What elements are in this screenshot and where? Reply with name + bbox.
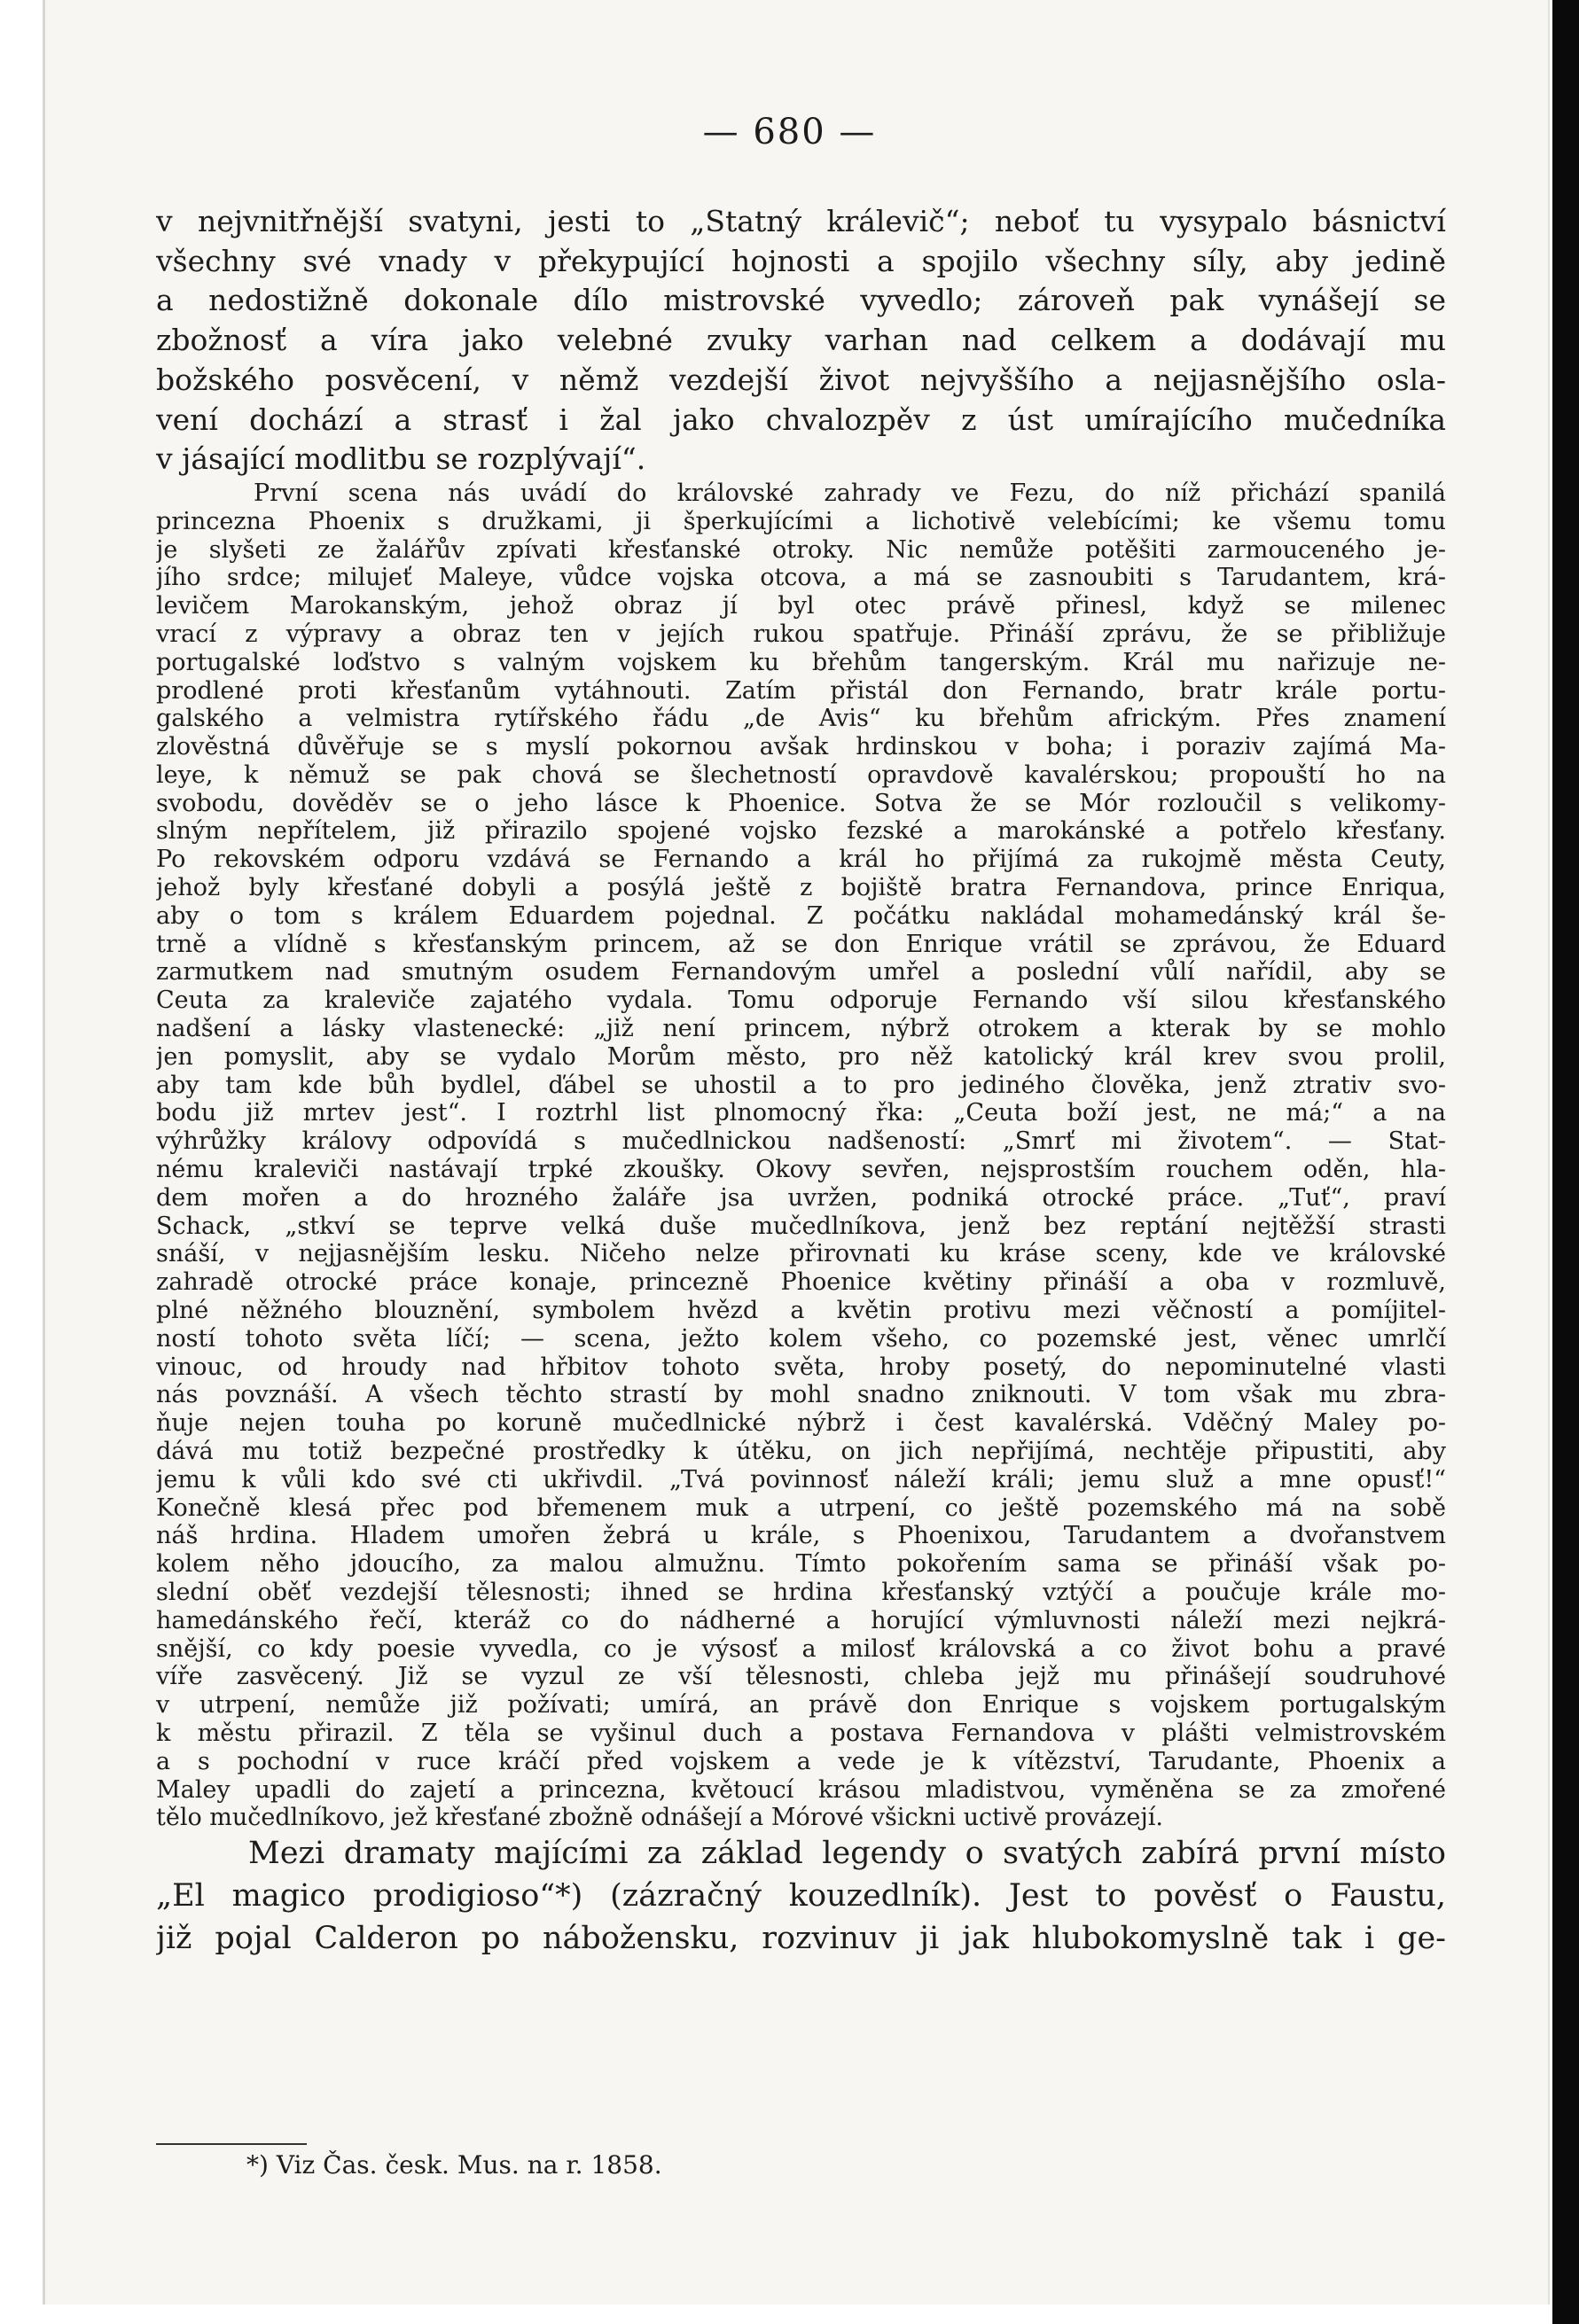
text-line: portugalské loďstvo s valným vojskem ku břehům tangerským. Král mu nařizuje ne- — [156, 648, 1446, 676]
paragraph-plot-summary — [156, 480, 1446, 1832]
text-line: aby o tom s králem Eduardem pojednal. Z počátku nakládal mohamedánský král še- — [156, 901, 1446, 930]
text-line: zahradě otrocké práce konaje, princezně Phoenice květiny přináší a oba v rozmluvě, — [156, 1268, 1446, 1297]
text-line: náš hrdina. Hladem umořen žebrá u krále, s Phoenixou, Tarudantem a dvořanstvem — [156, 1522, 1446, 1550]
text-line: víře zasvěcený. Již se vyzul ze vší tělesnosti, chleba jejž mu přinášejí soudruhové — [156, 1663, 1446, 1691]
text-line: Maley upadli do zajetí a princezna, květoucí krásou mladistvou, vyměněna se za zmořené — [156, 1775, 1446, 1804]
text-line: trně a vlídně s křesťanským princem, až se don Enrique vrátil se zprávou, že Eduard — [156, 930, 1446, 958]
paragraph-intro — [156, 202, 1446, 480]
footnote-rule — [156, 2143, 307, 2145]
text-line: princezna Phoenix s družkami, ji šperkujícími a lichotivě velebícími; ke všemu tomu — [156, 507, 1446, 535]
text-line: Ceuta za kraleviče zajatého vydala. Tomu odporuje Fernando vší silou křesťanského — [156, 987, 1446, 1015]
text-line: Schack, „stkví se teprve velká duše mučedlníkova, jenž bez reptání nejtěžší strasti — [156, 1212, 1446, 1240]
text-line: výhrůžky královy odpovídá s mučedlnickou nadšeností: „Smrť mi životem“. — Stat- — [156, 1127, 1446, 1156]
text-line: nadšení a lásky vlastenecké: „již není princem, nýbrž otrokem a kterak by se mohlo — [156, 1015, 1446, 1043]
text-line: První scena nás uvádí do královské zahrady ve Fezu, do níž přichází spanilá — [254, 479, 1446, 507]
text-line: tělo mučedlníkovo, jež křesťané zbožně odnášejí a Mórové všickni uctivě provázejí. — [156, 1804, 1163, 1832]
text-line: jemu k vůli kdo své cti ukřivdil. „Tvá povinnosť náleží králi; jemu služ a mne opusť!“ — [156, 1465, 1446, 1493]
text-line: již pojal Calderon po nábožensku, rozvinuv ji jak hlubokomyslně tak i ge- — [156, 1921, 1446, 1957]
text-line: kolem něho jdoucího, za malou almužnu. Tímto pokořením sama se přináší však po- — [156, 1550, 1446, 1579]
text-line: zbožnosť a víra jako velebné zvuky varhan nad celkem a dodávají mu — [156, 323, 1446, 358]
body-text — [156, 202, 1446, 1960]
text-line: dem mořen a do hrozného žaláře jsa uvržen, podniká otrocké práce. „Tuť“, praví — [156, 1183, 1446, 1212]
text-line: snáší, v nejjasnějším lesku. Ničeho nelze přirovnati ku kráse sceny, kde ve královské — [156, 1240, 1446, 1268]
text-line: ňuje nejen touha po koruně mučedlnické nýbrž i čest kavalérská. Vděčný Maley po- — [156, 1409, 1446, 1438]
text-line: vrací z výpravy a obraz ten v jejích rukou spatřuje. Přináší zprávu, že se přibližuje — [156, 620, 1446, 648]
text-line: slným nepřítelem, již přirazilo spojené vojsko fezské a marokánské a potřelo křesťany. — [156, 817, 1446, 846]
text-line: plné něžného blouznění, symbolem hvězd a květin protivu mezi věčností a pomíjitel- — [156, 1297, 1446, 1325]
page-number: — 680 — — [702, 112, 877, 152]
text-line: jího srdce; milujeť Maleye, vůdce vojska otcova, a má se zasnoubiti s Tarudantem, krá- — [156, 564, 1446, 592]
text-line: galského a velmistra rytířského řádu „de Avis“ ku břehům africkým. Přes znamení — [156, 705, 1446, 733]
text-line: je slyšeti ze žalářův zpívati křesťanské otroky. Nic nemůže potěšiti zarmouceného je- — [156, 535, 1446, 564]
text-line: snější, co kdy poesie vyvedla, co je výsosť a milosť královská a co život bohu a pravé — [156, 1634, 1446, 1663]
text-line: Konečně klesá přec pod břemenem muk a utrpení, co ještě pozemského má na sobě — [156, 1493, 1446, 1522]
text-line: dává mu totiž bezpečné prostředky k útěku, on jich nepřijímá, nechtěje připustiti, aby — [156, 1438, 1446, 1466]
text-line: nému kraleviči nastávají trpké zkoušky. Okovy sevřen, nejsprostším rouchem oděn, hla- — [156, 1156, 1446, 1184]
text-line: slední oběť vezdejší tělesnosti; ihned se hrdina křesťanský vztýčí a poučuje krále mo- — [156, 1579, 1446, 1606]
text-line: vinouc, od hroudy nad hřbitov tohoto světa, hroby posetý, do nepominutelné vlasti — [156, 1353, 1446, 1381]
text-line: a s pochodní v ruce kráčí před vojskem a vede je k vítězství, Tarudante, Phoenix a — [156, 1747, 1446, 1775]
scan-edge — [1552, 0, 1579, 2324]
text-line: zlověstná důvěřuje se s myslí pokornou avšak hrdinskou v boha; i poraziv zajímá Ma- — [156, 733, 1446, 761]
text-line: nás povznáší. A všech těchto strastí by mohl snadno zniknouti. V tom však mu zbra- — [156, 1381, 1446, 1409]
text-line: ností tohoto světa líčí; — scena, ježto kolem všeho, co pozemské jest, věnec umrlčí — [156, 1324, 1446, 1353]
text-line: hamedánského řečí, kteráž co do nádherné a horující výmluvnosti náleží mezi nejkrá- — [156, 1606, 1446, 1634]
text-line: prodlené proti křesťanům vytáhnouti. Zatím přistál don Fernando, bratr krále portu- — [156, 676, 1446, 705]
paragraph-magico-prodigioso — [156, 1832, 1446, 1960]
text-line: leye, k němuž se pak chová se šlechetností opravdově kavalérskou; propouští ho na — [156, 760, 1446, 789]
text-line: a nedostižně dokonale dílo mistrovské vyvedlo; zároveň pak vynášejí se — [156, 283, 1446, 318]
text-line: k městu přirazil. Z těla se vyšinul duch a postava Fernandova v plášti velmistrovském — [156, 1719, 1446, 1747]
text-line: bodu již mrtev jest“. I roztrhl list plnomocný řka: „Ceuta boží jest, ne má;“ a na — [156, 1099, 1446, 1127]
text-line: v jásající modlitbu se rozplývají“. — [156, 441, 646, 477]
text-line: božského posvěcení, v němž vezdejší život nejvyššího a nejjasnějšího osla- — [156, 362, 1446, 397]
text-line: jehož byly křesťané dobyli a posýlá ještě z bojiště bratra Fernandova, prince Enriqua, — [156, 874, 1446, 902]
text-line: svobodu, dověděv se o jeho lásce k Phoenice. Sotva že se Mór rozloučil s velikomy- — [156, 789, 1446, 817]
footnote: *) Viz Čas. česk. Mus. na r. 1858. — [246, 2150, 662, 2180]
text-line: vení dochází a strasť i žal jako chvalozpěv z úst umírajícího mučedníka — [156, 402, 1446, 437]
text-line: aby tam kde bůh bydlel, ďábel se uhostil a to pro jediného člověka, jenž ztrativ svo- — [156, 1071, 1446, 1099]
text-line: v utrpení, nemůže již požívati; umírá, an právě don Enrique s vojskem portugalským — [156, 1691, 1446, 1720]
text-line: Mezi dramaty majícími za základ legendy o svatých zabírá první místo — [248, 1836, 1446, 1872]
text-line: Po rekovském odporu vzdává se Fernando a král ho přijímá za rukojmě města Ceuty, — [156, 846, 1446, 874]
text-line: zarmutkem nad smutným osudem Fernandovým umřel a poslední vůlí nařídil, aby se — [156, 958, 1446, 987]
text-line: levičem Marokanským, jehož obraz jí byl otec právě přinesl, když se milenec — [156, 592, 1446, 620]
text-line: všechny své vnady v překypující hojnosti a spojilo všechny síly, aby jedině — [156, 243, 1446, 278]
text-line: „El magico prodigioso“*) (zázračný kouzedlník). Jest to pověsť o Faustu, — [156, 1878, 1446, 1915]
text-line: jen pomyslit, aby se vydalo Morům město, pro něž katolický král krev svou prolil, — [156, 1042, 1446, 1071]
text-line: v nejvnitřnější svatyni, jesti to „Statný králevič“; neboť tu vysypalo básnictví — [156, 204, 1446, 238]
